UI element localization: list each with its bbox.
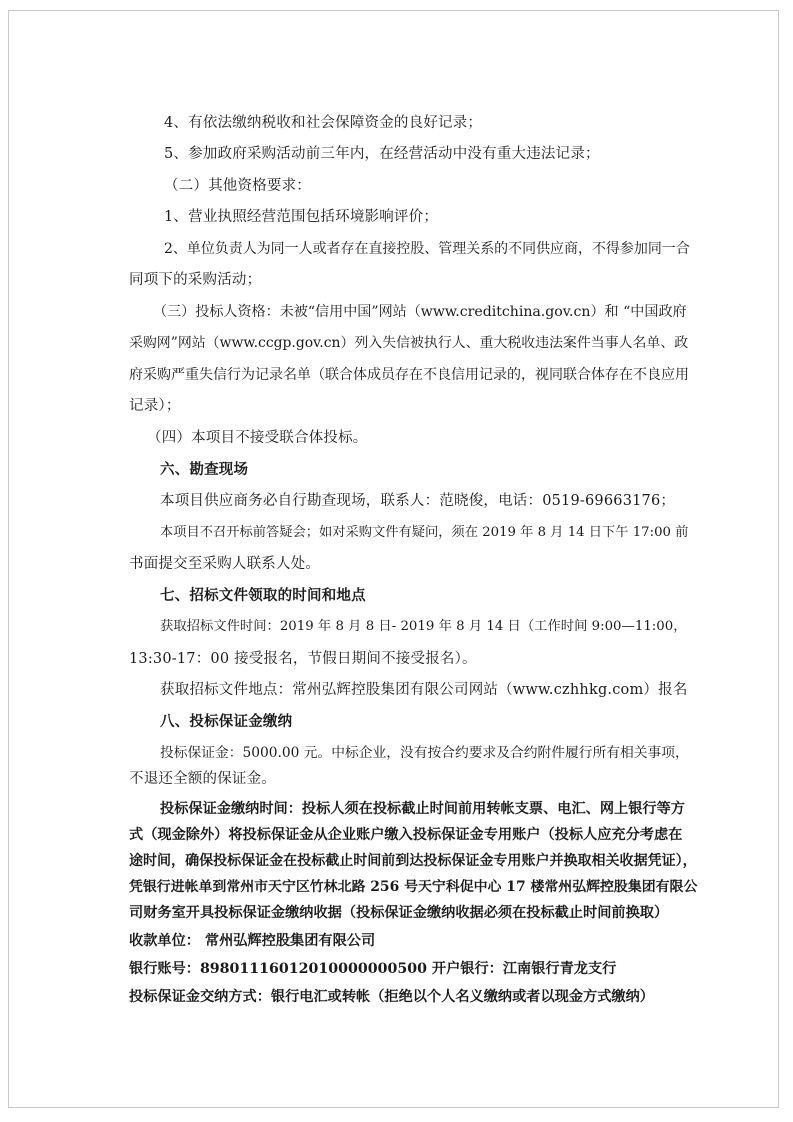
document-collection-time-line2: 13:30-17：00 接受报名，节假日期间不接受报名）。 bbox=[129, 651, 477, 667]
bond-payment-time-line4: 凭银行进帐单到常州市天宁区竹林北路 256 号天宁科促中心 17 楼常州弘辉控股集团有限公 bbox=[129, 879, 698, 895]
bond-payment-time-line3: 途时间，确保投标保证金在投标截止时间前到达投标保证金专用账户并换取相关收据凭证）， bbox=[129, 853, 697, 869]
bond-payment-time-line2: 式（现金除外）将投标保证金从企业账户缴入投标保证金专用账户（投标人应充分考虑在 bbox=[129, 827, 683, 843]
bidder-qualification-line1: （三）投标人资格：未被“信用中国”网站（www.creditchina.gov.cn）和 “中国政府 bbox=[153, 304, 687, 320]
bond-payment-time-line5: 司财务室开具投标保证金缴纳收据（投标保证金缴纳收据必须在投标截止时间前换取） bbox=[129, 905, 669, 921]
page-border bbox=[8, 10, 779, 1108]
bank-account-info: 银行账号：89801116012010000000500 开户银行：江南银行青龙支行 bbox=[129, 961, 617, 977]
bid-bond-amount-line2: 不退还全额的保证金。 bbox=[129, 771, 276, 787]
requirement-item-5: 5、参加政府采购活动前三年内，在经营活动中没有重大违法记录； bbox=[164, 146, 600, 162]
document-collection-time-line1: 获取招标文件时间：2019 年 8 月 8 日- 2019 年 8 月 14 日（工作时间 9:00—11:00， bbox=[160, 619, 687, 634]
no-consortium-note: （四）本项目不接受联合体投标。 bbox=[147, 430, 368, 446]
other-qualification-2-line2: 同项下的采购活动； bbox=[129, 272, 262, 288]
other-qualification-2-line1: 2、单位负责人为同一人或者存在直接控股、管理关系的不同供应商，不得参加同一合 bbox=[164, 241, 690, 257]
bidder-qualification-line2: 采购网”网站（www.ccgp.gov.cn）列入失信被执行人、重大税收违法案件当事人名单、政 bbox=[129, 335, 689, 351]
site-visit-contact: 本项目供应商务必自行勘查现场，联系人：范晓俊，电话：0519-69663176； bbox=[160, 493, 676, 509]
bidder-qualification-line3: 府采购严重失信行为记录名单（联合体成员存在不良信用记录的，视同联合体存在不良应用 bbox=[129, 367, 689, 383]
other-qualification-1: 1、营业执照经营范围包括环境影响评价； bbox=[164, 209, 439, 225]
no-prebid-meeting-line1: 本项目不召开标前答疑会；如对采购文件有疑问，须在 2019 年 8 月 14 日下午 17:00 前 bbox=[160, 525, 689, 540]
payee-name: 收款单位： 常州弘辉控股集团有限公司 bbox=[129, 933, 376, 949]
bid-bond-amount-line1: 投标保证金：5000.00 元。中标企业，没有按合约要求及合约附件履行所有相关事项， bbox=[160, 745, 689, 761]
bidder-qualification-line4: 记录）； bbox=[129, 398, 181, 414]
section-7-heading: 七、招标文件领取的时间和地点 bbox=[160, 587, 366, 604]
other-qualifications-heading: （二）其他资格要求： bbox=[164, 178, 311, 194]
bond-payment-time-line1: 投标保证金缴纳时间：投标人须在投标截止时间前用转帐支票、电汇、网上银行等方 bbox=[160, 801, 685, 817]
section-8-heading: 八、投标保证金缴纳 bbox=[160, 713, 293, 730]
requirement-item-4: 4、有依法缴纳税收和社会保障资金的良好记录； bbox=[164, 115, 483, 131]
bond-payment-method: 投标保证金交纳方式：银行电汇或转帐（拒绝以个人名义缴纳或者以现金方式缴纳） bbox=[129, 989, 654, 1005]
section-6-heading: 六、勘查现场 bbox=[160, 461, 249, 478]
no-prebid-meeting-line2: 书面提交至采购人联系人处。 bbox=[129, 556, 321, 572]
document-collection-place: 获取招标文件地点：常州弘辉控股集团有限公司网站（www.czhhkg.com）报名 bbox=[160, 682, 688, 698]
